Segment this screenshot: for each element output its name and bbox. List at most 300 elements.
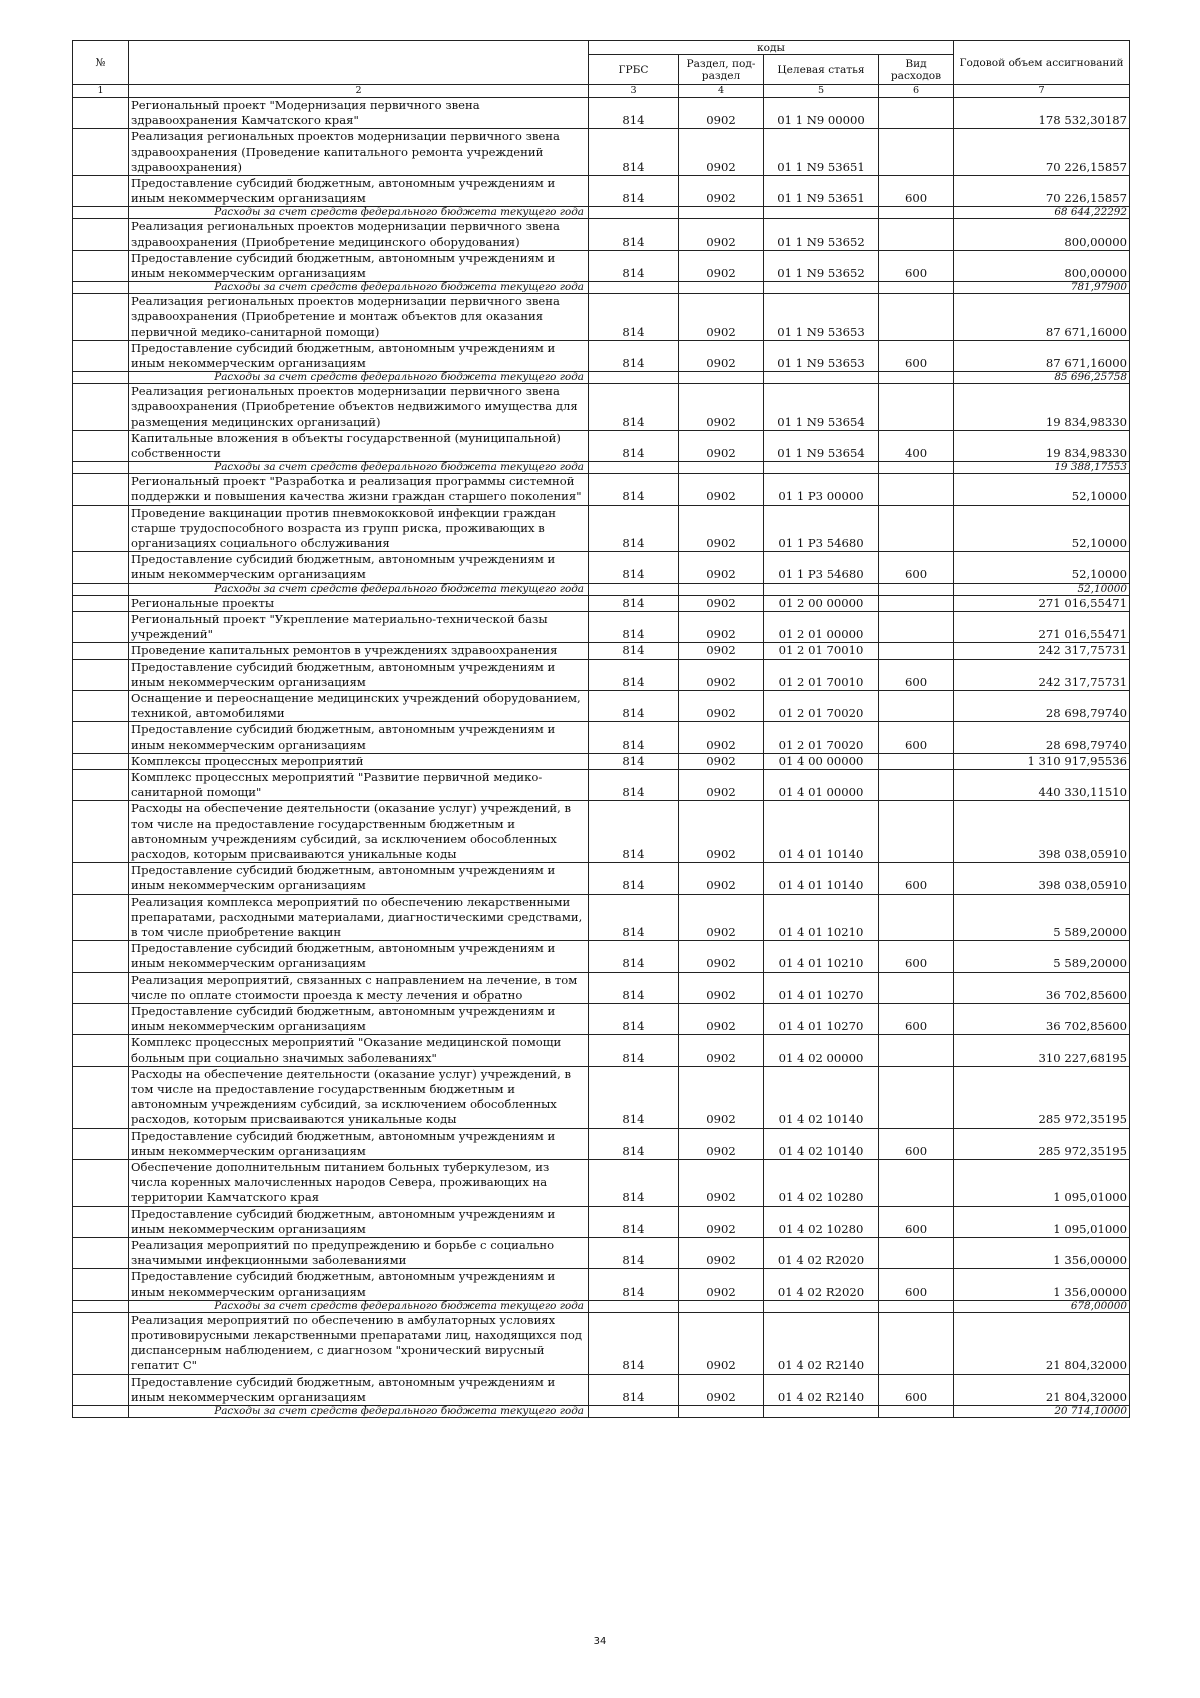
row-grbs-cell: 814	[589, 659, 679, 690]
row-section-cell	[679, 282, 764, 294]
row-type-cell	[879, 207, 954, 219]
row-target-cell: 01 1 N9 53652	[764, 219, 879, 250]
row-type-cell: 600	[879, 176, 954, 207]
row-target-cell: 01 4 02 10280	[764, 1206, 879, 1237]
row-section-cell: 0902	[679, 1206, 764, 1237]
row-number-cell	[73, 1238, 129, 1269]
row-amount-cell: 678,00000	[954, 1300, 1130, 1312]
row-amount-cell: 19 834,98330	[954, 384, 1130, 431]
row-amount-cell: 271 016,55471	[954, 611, 1130, 642]
row-type-cell	[879, 1066, 954, 1128]
row-number-cell	[73, 505, 129, 552]
row-section-cell: 0902	[679, 98, 764, 129]
row-amount-cell: 285 972,35195	[954, 1128, 1130, 1159]
row-type-cell: 400	[879, 430, 954, 461]
row-grbs-cell: 814	[589, 98, 679, 129]
row-target-cell: 01 2 01 00000	[764, 611, 879, 642]
row-target-cell: 01 2 01 70010	[764, 643, 879, 659]
row-target-cell: 01 2 01 70010	[764, 659, 879, 690]
federal-funds-row	[73, 1300, 1130, 1312]
federal-funds-row	[73, 583, 1130, 595]
row-type-cell	[879, 1160, 954, 1207]
row-grbs-cell: 814	[589, 1160, 679, 1207]
row-name-cell: Расходы за счет средств федерального бюджета текущего года	[129, 583, 589, 595]
row-amount-cell: 1 095,01000	[954, 1206, 1130, 1237]
row-type-cell: 600	[879, 659, 954, 690]
row-number-cell	[73, 863, 129, 894]
row-target-cell: 01 4 02 R2020	[764, 1238, 879, 1269]
table-row	[73, 340, 1130, 371]
row-section-cell: 0902	[679, 1128, 764, 1159]
row-type-cell: 600	[879, 1206, 954, 1237]
row-amount-cell: 800,00000	[954, 219, 1130, 250]
row-grbs-cell: 814	[589, 690, 679, 721]
table-row	[73, 801, 1130, 863]
row-type-cell: 600	[879, 340, 954, 371]
row-name-cell: Расходы за счет средств федерального бюджета текущего года	[129, 372, 589, 384]
table-row	[73, 98, 1130, 129]
row-grbs-cell: 814	[589, 1066, 679, 1128]
table-row	[73, 1238, 1130, 1269]
row-target-cell: 01 4 02 00000	[764, 1035, 879, 1066]
row-grbs-cell: 814	[589, 1206, 679, 1237]
row-amount-cell: 398 038,05910	[954, 863, 1130, 894]
row-number-cell	[73, 722, 129, 753]
row-type-cell	[879, 474, 954, 505]
row-name-cell: Обеспечение дополнительным питанием больных туберкулезом, из числа коренных малочисленных народов Севера, проживающих на территории Камчатского края	[129, 1160, 589, 1207]
row-number-cell	[73, 219, 129, 250]
federal-funds-row	[73, 1406, 1130, 1418]
row-amount-cell: 19 388,17553	[954, 462, 1130, 474]
federal-funds-row	[73, 207, 1130, 219]
row-type-cell: 600	[879, 1269, 954, 1300]
row-section-cell: 0902	[679, 595, 764, 611]
row-name-cell: Реализация региональных проектов модернизации первичного звена здравоохранения (Приобретение и монтаж объектов для оказания первичной медико-санитарной помощи)	[129, 294, 589, 341]
row-type-cell	[879, 505, 954, 552]
table-row	[73, 1206, 1130, 1237]
row-target-cell: 01 4 01 10210	[764, 941, 879, 972]
row-grbs-cell	[589, 372, 679, 384]
row-target-cell: 01 1 P3 54680	[764, 552, 879, 583]
table-row	[73, 643, 1130, 659]
row-type-cell: 600	[879, 722, 954, 753]
table-row	[73, 505, 1130, 552]
row-target-cell: 01 4 02 R2020	[764, 1269, 879, 1300]
row-section-cell: 0902	[679, 690, 764, 721]
row-amount-cell: 1 356,00000	[954, 1269, 1130, 1300]
row-amount-cell: 781,97900	[954, 282, 1130, 294]
row-type-cell	[879, 98, 954, 129]
row-name-cell: Комплекс процессных мероприятий "Развитие первичной медико-санитарной помощи"	[129, 769, 589, 800]
row-section-cell: 0902	[679, 552, 764, 583]
row-section-cell: 0902	[679, 1238, 764, 1269]
row-number-cell	[73, 372, 129, 384]
row-type-cell	[879, 129, 954, 176]
row-number-cell	[73, 462, 129, 474]
row-name-cell: Расходы за счет средств федерального бюджета текущего года	[129, 1300, 589, 1312]
row-grbs-cell: 814	[589, 294, 679, 341]
row-grbs-cell	[589, 207, 679, 219]
row-name-cell: Капитальные вложения в объекты государственной (муниципальной) собственности	[129, 430, 589, 461]
row-type-cell	[879, 611, 954, 642]
table-row	[73, 474, 1130, 505]
row-number-cell	[73, 384, 129, 431]
row-target-cell: 01 4 01 10140	[764, 801, 879, 863]
row-target-cell: 01 1 P3 00000	[764, 474, 879, 505]
row-section-cell: 0902	[679, 1003, 764, 1034]
table-row	[73, 1374, 1130, 1405]
row-section-cell: 0902	[679, 643, 764, 659]
row-target-cell: 01 1 N9 53653	[764, 340, 879, 371]
row-section-cell: 0902	[679, 1066, 764, 1128]
row-name-cell: Предоставление субсидий бюджетным, автономным учреждениям и иным некоммерческим организациям	[129, 941, 589, 972]
row-name-cell: Реализация мероприятий по предупреждению и борьбе с социально значимыми инфекционными заболеваниями	[129, 1238, 589, 1269]
row-amount-cell: 5 589,20000	[954, 941, 1130, 972]
row-section-cell: 0902	[679, 176, 764, 207]
row-name-cell: Региональный проект "Разработка и реализация программы системной поддержки и повышения качества жизни граждан старшего поколения"	[129, 474, 589, 505]
row-number-cell	[73, 1035, 129, 1066]
row-grbs-cell: 814	[589, 1035, 679, 1066]
table-row	[73, 690, 1130, 721]
table-row	[73, 176, 1130, 207]
row-amount-cell: 87 671,16000	[954, 294, 1130, 341]
row-target-cell: 01 1 N9 00000	[764, 98, 879, 129]
row-name-cell: Предоставление субсидий бюджетным, автономным учреждениям и иным некоммерческим организациям	[129, 1003, 589, 1034]
row-section-cell: 0902	[679, 505, 764, 552]
header-name	[129, 41, 589, 85]
table-body	[73, 98, 1130, 1418]
row-type-cell	[879, 1035, 954, 1066]
row-section-cell: 0902	[679, 941, 764, 972]
row-amount-cell: 271 016,55471	[954, 595, 1130, 611]
table-row	[73, 129, 1130, 176]
row-grbs-cell: 814	[589, 1312, 679, 1374]
row-name-cell: Расходы за счет средств федерального бюджета текущего года	[129, 1406, 589, 1418]
row-number-cell	[73, 129, 129, 176]
row-number-cell	[73, 1160, 129, 1207]
table-row	[73, 1128, 1130, 1159]
row-number-cell	[73, 98, 129, 129]
row-name-cell: Предоставление субсидий бюджетным, автономным учреждениям и иным некоммерческим организациям	[129, 1206, 589, 1237]
row-amount-cell: 85 696,25758	[954, 372, 1130, 384]
row-name-cell: Региональный проект "Модернизация первичного звена здравоохранения Камчатского края"	[129, 98, 589, 129]
row-name-cell: Предоставление субсидий бюджетным, автономным учреждениям и иным некоммерческим организациям	[129, 1374, 589, 1405]
row-name-cell: Проведение вакцинации против пневмококковой инфекции граждан старше трудоспособного возраста из групп риска, проживающих в организациях социального обслуживания	[129, 505, 589, 552]
row-grbs-cell: 814	[589, 595, 679, 611]
row-type-cell	[879, 690, 954, 721]
row-number-cell	[73, 1374, 129, 1405]
row-grbs-cell: 814	[589, 1269, 679, 1300]
row-grbs-cell: 814	[589, 505, 679, 552]
row-grbs-cell: 814	[589, 722, 679, 753]
row-number-cell	[73, 801, 129, 863]
row-target-cell	[764, 462, 879, 474]
table-row	[73, 1269, 1130, 1300]
row-target-cell: 01 4 01 00000	[764, 769, 879, 800]
table-header	[73, 41, 1130, 98]
row-number-cell	[73, 690, 129, 721]
row-number-cell	[73, 643, 129, 659]
row-type-cell	[879, 583, 954, 595]
row-number-cell	[73, 659, 129, 690]
table-row	[73, 595, 1130, 611]
row-type-cell	[879, 219, 954, 250]
row-section-cell: 0902	[679, 384, 764, 431]
row-amount-cell: 398 038,05910	[954, 801, 1130, 863]
table-row	[73, 384, 1130, 431]
header-target: Целевая статья	[764, 55, 879, 85]
row-type-cell	[879, 801, 954, 863]
row-amount-cell: 52,10000	[954, 505, 1130, 552]
row-type-cell	[879, 384, 954, 431]
row-target-cell: 01 4 00 00000	[764, 753, 879, 769]
row-target-cell: 01 4 01 10210	[764, 894, 879, 941]
row-target-cell: 01 1 N9 53651	[764, 176, 879, 207]
row-section-cell	[679, 1406, 764, 1418]
row-name-cell: Предоставление субсидий бюджетным, автономным учреждениям и иным некоммерческим организациям	[129, 863, 589, 894]
row-number-cell	[73, 1128, 129, 1159]
table-row	[73, 659, 1130, 690]
row-section-cell	[679, 583, 764, 595]
row-name-cell: Реализация мероприятий по обеспечению в амбулаторных условиях противовирусными лекарственными препаратами лиц, находящихся под диспансерным наблюдением, с диагнозом "хронический вирусный гепатит С"	[129, 1312, 589, 1374]
row-name-cell: Расходы на обеспечение деятельности (оказание услуг) учреждений, в том числе на предоставление государственным бюджетным и автономным учреждениям субсидий, за исключением обособленных расходов, которым присваиваются уникальные коды	[129, 801, 589, 863]
row-target-cell: 01 4 01 10270	[764, 972, 879, 1003]
row-number-cell	[73, 1312, 129, 1374]
row-name-cell: Предоставление субсидий бюджетным, автономным учреждениям и иным некоммерческим организациям	[129, 340, 589, 371]
row-grbs-cell: 814	[589, 129, 679, 176]
row-amount-cell: 285 972,35195	[954, 1066, 1130, 1128]
row-type-cell	[879, 1406, 954, 1418]
row-amount-cell: 21 804,32000	[954, 1312, 1130, 1374]
row-target-cell: 01 2 01 70020	[764, 722, 879, 753]
table-row	[73, 1003, 1130, 1034]
row-section-cell: 0902	[679, 219, 764, 250]
row-section-cell: 0902	[679, 753, 764, 769]
row-target-cell: 01 2 01 70020	[764, 690, 879, 721]
row-grbs-cell: 814	[589, 1003, 679, 1034]
table-row	[73, 1312, 1130, 1374]
row-amount-cell: 21 804,32000	[954, 1374, 1130, 1405]
row-section-cell: 0902	[679, 801, 764, 863]
row-target-cell: 01 1 N9 53652	[764, 250, 879, 281]
table-row	[73, 1066, 1130, 1128]
header-colnum-2: 2	[129, 85, 589, 98]
row-amount-cell: 52,10000	[954, 552, 1130, 583]
row-type-cell: 600	[879, 941, 954, 972]
row-type-cell: 600	[879, 1128, 954, 1159]
header-colnum-6: 6	[879, 85, 954, 98]
row-number-cell	[73, 1206, 129, 1237]
row-name-cell: Предоставление субсидий бюджетным, автономным учреждениям и иным некоммерческим организациям	[129, 1269, 589, 1300]
row-number-cell	[73, 595, 129, 611]
row-grbs-cell: 814	[589, 894, 679, 941]
row-amount-cell: 36 702,85600	[954, 1003, 1130, 1034]
row-grbs-cell: 814	[589, 430, 679, 461]
row-target-cell: 01 1 P3 54680	[764, 505, 879, 552]
row-section-cell: 0902	[679, 972, 764, 1003]
header-section: Раздел, под- раздел	[679, 55, 764, 85]
table-row	[73, 722, 1130, 753]
row-section-cell: 0902	[679, 1035, 764, 1066]
row-name-cell: Комплекс процессных мероприятий "Оказание медицинской помощи больным при социально значимых заболеваниях"	[129, 1035, 589, 1066]
row-number-cell	[73, 1066, 129, 1128]
row-grbs-cell	[589, 1406, 679, 1418]
row-type-cell	[879, 972, 954, 1003]
row-amount-cell: 28 698,79740	[954, 722, 1130, 753]
row-grbs-cell: 814	[589, 863, 679, 894]
row-section-cell: 0902	[679, 722, 764, 753]
row-section-cell: 0902	[679, 863, 764, 894]
header-codes: коды	[589, 41, 954, 55]
row-grbs-cell: 814	[589, 941, 679, 972]
row-number-cell	[73, 972, 129, 1003]
row-grbs-cell: 814	[589, 176, 679, 207]
row-section-cell: 0902	[679, 769, 764, 800]
row-target-cell	[764, 1406, 879, 1418]
row-number-cell	[73, 294, 129, 341]
header-grbs: ГРБС	[589, 55, 679, 85]
page-number: 34	[593, 1636, 607, 1647]
row-name-cell: Расходы на обеспечение деятельности (оказание услуг) учреждений, в том числе на предоставление государственным бюджетным и автономным учреждениям субсидий, за исключением обособленных расходов, которым присваиваются уникальные коды	[129, 1066, 589, 1128]
header-amount: Годовой объем ассигнований	[954, 41, 1130, 85]
row-section-cell: 0902	[679, 894, 764, 941]
row-type-cell: 600	[879, 863, 954, 894]
row-section-cell: 0902	[679, 129, 764, 176]
row-name-cell: Комплексы процессных мероприятий	[129, 753, 589, 769]
row-section-cell: 0902	[679, 1160, 764, 1207]
row-grbs-cell	[589, 282, 679, 294]
federal-funds-row	[73, 462, 1130, 474]
row-number-cell	[73, 207, 129, 219]
row-grbs-cell: 814	[589, 250, 679, 281]
row-number-cell	[73, 176, 129, 207]
row-grbs-cell: 814	[589, 1128, 679, 1159]
row-amount-cell: 87 671,16000	[954, 340, 1130, 371]
row-amount-cell: 1 356,00000	[954, 1238, 1130, 1269]
header-colnum-1: 1	[73, 85, 129, 98]
row-section-cell	[679, 1300, 764, 1312]
header-colnum-4: 4	[679, 85, 764, 98]
row-amount-cell: 70 226,15857	[954, 129, 1130, 176]
row-amount-cell: 52,10000	[954, 474, 1130, 505]
row-section-cell: 0902	[679, 340, 764, 371]
row-type-cell	[879, 769, 954, 800]
table-row	[73, 552, 1130, 583]
table-row	[73, 1160, 1130, 1207]
row-target-cell: 01 4 02 R2140	[764, 1374, 879, 1405]
row-number-cell	[73, 769, 129, 800]
row-target-cell: 01 1 N9 53653	[764, 294, 879, 341]
row-name-cell: Реализация комплекса мероприятий по обеспечению лекарственными препаратами, расходными материалами, диагностическими средствами, в том числе приобретение вакцин	[129, 894, 589, 941]
header-type: Вид расходов	[879, 55, 954, 85]
row-amount-cell: 68 644,22292	[954, 207, 1130, 219]
row-amount-cell: 440 330,11510	[954, 769, 1130, 800]
row-name-cell: Предоставление субсидий бюджетным, автономным учреждениям и иным некоммерческим организациям	[129, 552, 589, 583]
row-section-cell: 0902	[679, 611, 764, 642]
row-type-cell	[879, 1238, 954, 1269]
row-amount-cell: 242 317,75731	[954, 659, 1130, 690]
row-section-cell: 0902	[679, 1312, 764, 1374]
row-target-cell: 01 1 N9 53651	[764, 129, 879, 176]
row-grbs-cell: 814	[589, 1238, 679, 1269]
row-name-cell: Предоставление субсидий бюджетным, автономным учреждениям и иным некоммерческим организациям	[129, 659, 589, 690]
row-name-cell: Предоставление субсидий бюджетным, автономным учреждениям и иным некоммерческим организациям	[129, 176, 589, 207]
row-target-cell: 01 4 02 10140	[764, 1128, 879, 1159]
row-section-cell: 0902	[679, 294, 764, 341]
table-row	[73, 1035, 1130, 1066]
row-number-cell	[73, 583, 129, 595]
row-grbs-cell: 814	[589, 384, 679, 431]
row-amount-cell: 310 227,68195	[954, 1035, 1130, 1066]
row-type-cell: 600	[879, 1374, 954, 1405]
row-number-cell	[73, 1269, 129, 1300]
row-number-cell	[73, 753, 129, 769]
row-number-cell	[73, 894, 129, 941]
row-grbs-cell	[589, 462, 679, 474]
row-amount-cell: 52,10000	[954, 583, 1130, 595]
row-number-cell	[73, 282, 129, 294]
row-name-cell: Расходы за счет средств федерального бюджета текущего года	[129, 462, 589, 474]
row-name-cell: Предоставление субсидий бюджетным, автономным учреждениям и иным некоммерческим организациям	[129, 250, 589, 281]
row-name-cell: Реализация региональных проектов модернизации первичного звена здравоохранения (Приобретение объектов недвижимого имущества для размещения медицинских организаций)	[129, 384, 589, 431]
row-type-cell	[879, 595, 954, 611]
row-type-cell: 600	[879, 1003, 954, 1034]
row-target-cell: 01 1 N9 53654	[764, 384, 879, 431]
row-number-cell	[73, 552, 129, 583]
row-section-cell: 0902	[679, 250, 764, 281]
table-row	[73, 294, 1130, 341]
budget-table	[72, 40, 1130, 1418]
row-name-cell: Предоставление субсидий бюджетным, автономным учреждениям и иным некоммерческим организациям	[129, 1128, 589, 1159]
table-row	[73, 430, 1130, 461]
row-section-cell: 0902	[679, 1374, 764, 1405]
row-number-cell	[73, 340, 129, 371]
row-grbs-cell: 814	[589, 611, 679, 642]
row-section-cell: 0902	[679, 1269, 764, 1300]
row-name-cell: Оснащение и переоснащение медицинских учреждений оборудованием, техникой, автомобилями	[129, 690, 589, 721]
row-name-cell: Региональный проект "Укрепление материально-технической базы учреждений"	[129, 611, 589, 642]
row-section-cell: 0902	[679, 474, 764, 505]
federal-funds-row	[73, 372, 1130, 384]
table-row	[73, 250, 1130, 281]
row-section-cell: 0902	[679, 659, 764, 690]
row-target-cell: 01 4 01 10270	[764, 1003, 879, 1034]
row-amount-cell: 1 310 917,95536	[954, 753, 1130, 769]
row-name-cell: Проведение капитальных ремонтов в учреждениях здравоохранения	[129, 643, 589, 659]
row-section-cell	[679, 207, 764, 219]
row-number-cell	[73, 1003, 129, 1034]
row-section-cell	[679, 462, 764, 474]
row-number-cell	[73, 250, 129, 281]
row-amount-cell: 19 834,98330	[954, 430, 1130, 461]
row-amount-cell: 20 714,10000	[954, 1406, 1130, 1418]
row-type-cell: 600	[879, 552, 954, 583]
row-type-cell	[879, 294, 954, 341]
row-type-cell	[879, 282, 954, 294]
row-grbs-cell: 814	[589, 801, 679, 863]
row-amount-cell: 178 532,30187	[954, 98, 1130, 129]
row-number-cell	[73, 611, 129, 642]
budget-sheet	[72, 40, 1129, 1418]
row-grbs-cell: 814	[589, 552, 679, 583]
row-amount-cell: 70 226,15857	[954, 176, 1130, 207]
row-grbs-cell: 814	[589, 219, 679, 250]
federal-funds-row	[73, 282, 1130, 294]
row-section-cell	[679, 372, 764, 384]
row-amount-cell: 36 702,85600	[954, 972, 1130, 1003]
row-amount-cell: 5 589,20000	[954, 894, 1130, 941]
row-name-cell: Реализация региональных проектов модернизации первичного звена здравоохранения (Приобретение медицинского оборудования)	[129, 219, 589, 250]
